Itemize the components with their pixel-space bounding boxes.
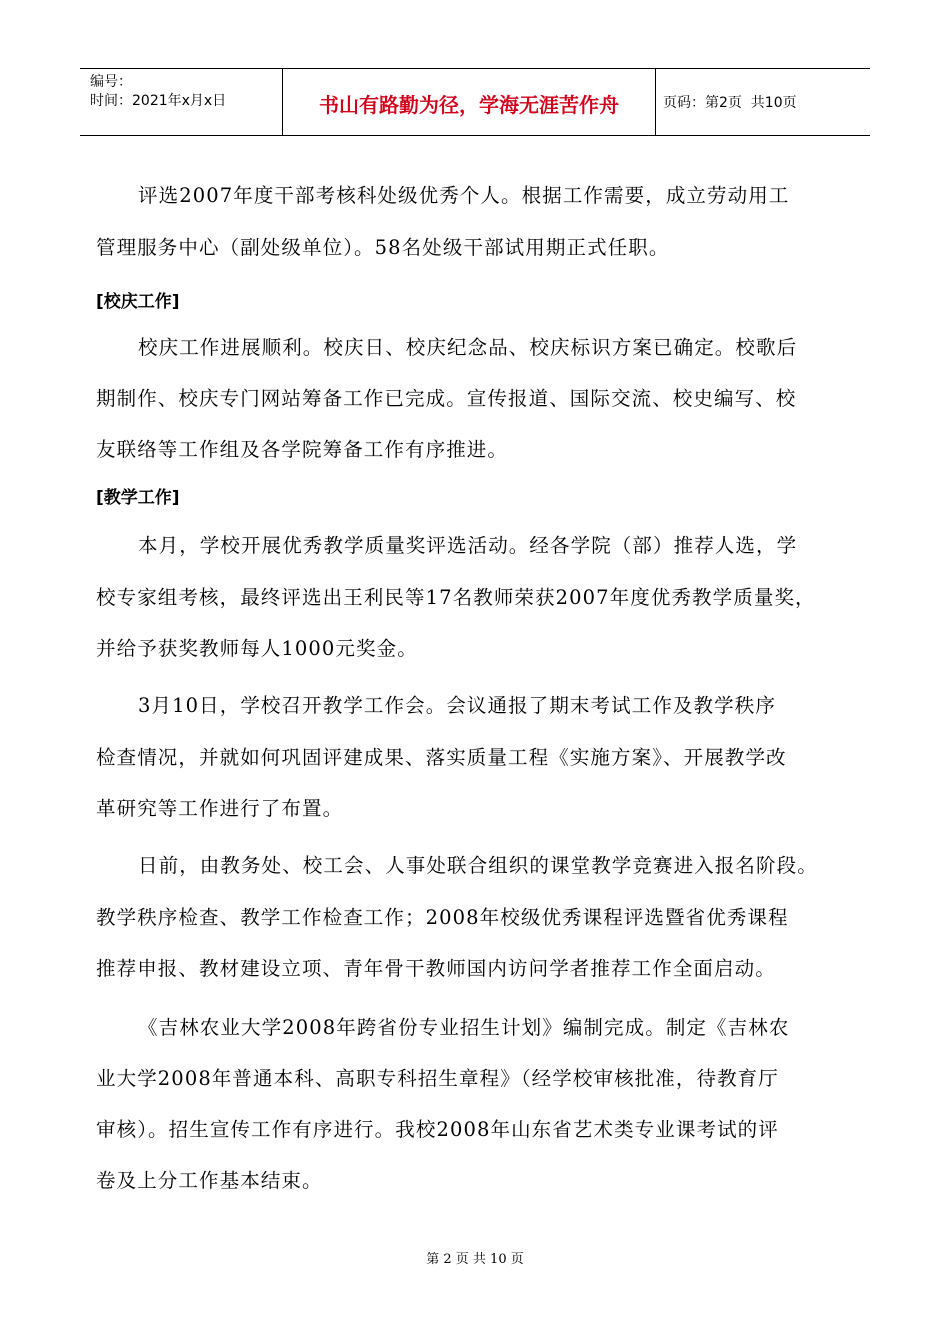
footer-page-number: 第 2 页 共 10 页 [426,1252,524,1267]
time-label: 时间：2021年x月x日 [90,93,227,109]
section-heading-anniversary: [校庆工作] [96,292,180,312]
header-page-info-cell [656,69,870,135]
body-line: 革研究等工作进行了布置。 [96,797,344,820]
header-meta-cell [80,69,283,135]
body-line: 友联络等工作组及各学院筹备工作有序推进。 [96,438,509,461]
body-line: 《吉林农业大学2008年跨省份专业招生计划》编制完成。制定《吉林农 [138,1016,790,1039]
page-footer [0,1248,950,1267]
body-line: 校庆工作进展顺利。校庆日、校庆纪念品、校庆标识方案已确定。校歌后 [138,336,798,359]
body-line: 期制作、校庆专门网站筹备工作已完成。宣传报道、国际交流、校史编写、校 [96,387,797,410]
body-line: 日前，由教务处、校工会、人事处联合组织的课堂教学竞赛进入报名阶段。 [138,854,818,877]
body-line: 业大学2008年普通本科、高职专科招生章程》（经学校审核批准，待教育厅 [96,1067,779,1090]
body-line: 3月10日，学校召开教学工作会。会议通报了期末考试工作及教学秩序 [138,694,776,717]
body-line: 推荐申报、教材建设立项、青年骨干教师国内访问学者推荐工作全面启动。 [96,957,776,980]
body-line: 检查情况，并就如何巩固评建成果、落实质量工程《实施方案》、开展教学改 [96,746,787,769]
body-line: 卷及上分工作基本结束。 [96,1169,323,1192]
header-page-info: 页码：第2页 共10页 [663,95,797,111]
header-motto: 书山有路勤为径，学海无涯苦作舟 [283,69,656,135]
document-header [80,68,870,136]
body-line: 审核）。招生宣传工作有序进行。我校2008年山东省艺术类专业课考试的评 [96,1118,779,1141]
number-label: 编号： [90,74,132,90]
body-line: 管理服务中心（副处级单位）。58名处级干部试用期正式任职。 [96,236,670,259]
body-line: 评选2007年度干部考核科处级优秀个人。根据工作需要，成立劳动用工 [138,184,790,207]
section-heading-teaching: [教学工作] [96,488,180,508]
body-line: 并给予获奖教师每人1000元奖金。 [96,637,418,660]
body-line: 校专家组考核，最终评选出王利民等17名教师荣获2007年度优秀教学质量奖， [96,586,816,609]
body-line: 教学秩序检查、教学工作检查工作；2008年校级优秀课程评选暨省优秀课程 [96,906,789,929]
body-line: 本月，学校开展优秀教学质量奖评选活动。经各学院（部）推荐人选，学 [138,534,798,557]
